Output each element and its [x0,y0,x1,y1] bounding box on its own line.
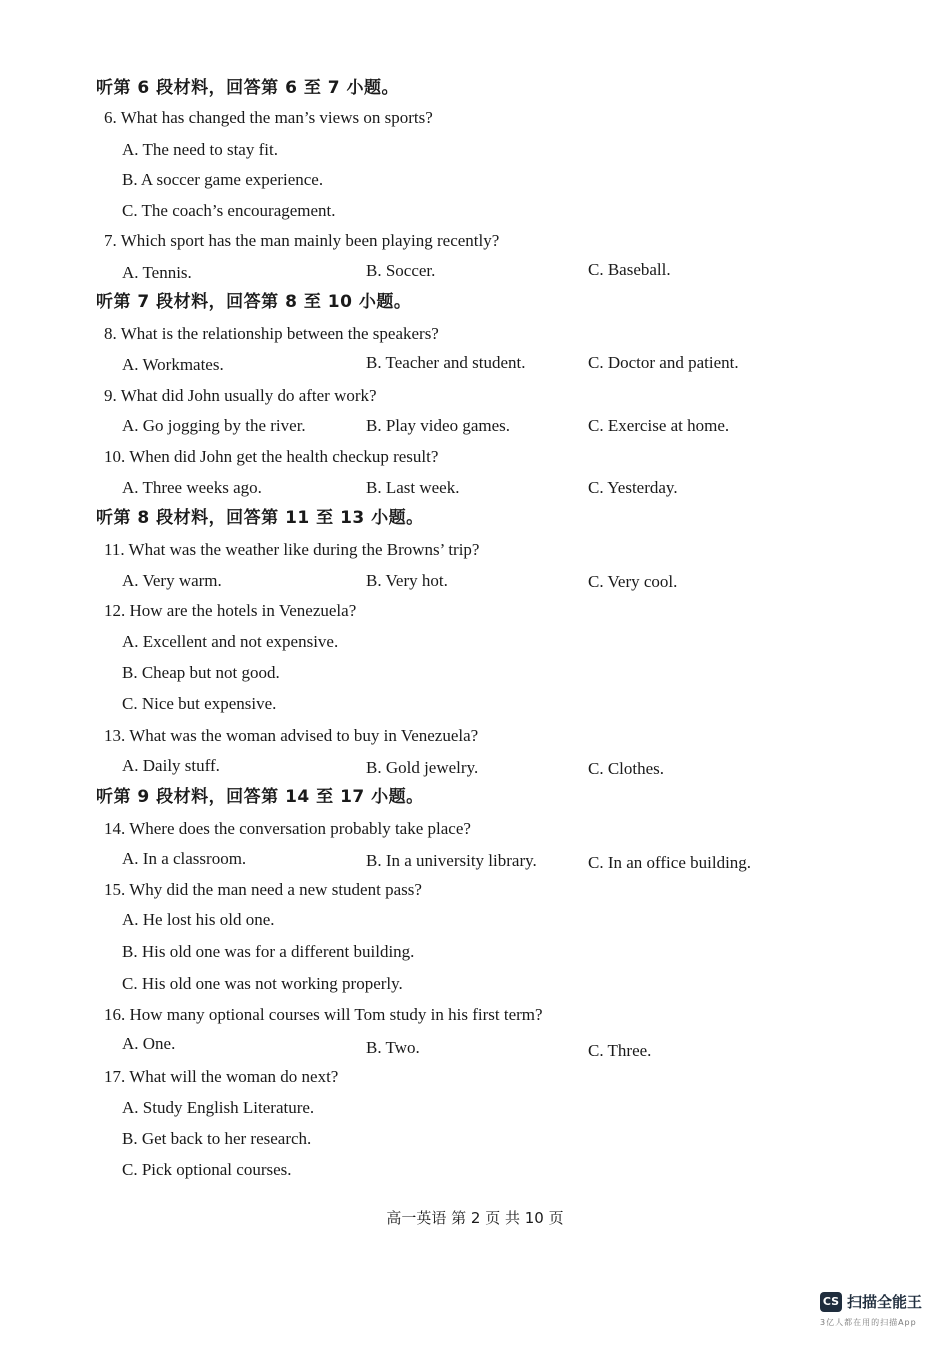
watermark-tagline: 3亿人都在用的扫描App [820,1318,917,1327]
question-10-option-b: B. Last week. [366,478,460,497]
question-14-option-b: B. In a university library. [366,851,537,870]
question-13-stem: 13. What was the woman advised to buy in Venezuela? [104,726,479,745]
question-13-option-c: C. Clothes. [588,759,665,778]
scanner-watermark [820,1292,936,1332]
question-15-option-b: B. His old one was for a different building. [122,942,415,961]
question-17-stem: 17. What will the woman do next? [104,1067,339,1086]
question-15-stem: 15. Why did the man need a new student pass? [104,880,422,899]
question-14-option-a: A. In a classroom. [122,849,247,868]
watermark-app-name: 扫描全能王 [847,1293,923,1311]
section-heading-6: 听第 6 段材料，回答第 6 至 7 小题。 [96,78,399,98]
question-12-stem: 12. How are the hotels in Venezuela? [104,601,357,620]
question-9-stem: 9. What did John usually do after work? [104,386,377,405]
question-15-option-c: C. His old one was not working properly. [122,974,403,993]
page-footer: 高一英语 第 2 页 共 10 页 [386,1209,564,1227]
question-9-option-a: A. Go jogging by the river. [122,416,306,435]
question-14-option-c: C. In an office building. [588,853,752,872]
question-9-option-c: C. Exercise at home. [588,416,730,435]
section-heading-7: 听第 7 段材料，回答第 8 至 10 小题。 [96,292,412,312]
question-7-option-c: C. Baseball. [588,260,671,279]
question-7-option-a: A. Tennis. [122,263,192,282]
question-6-stem: 6. What has changed the man’s views on sports? [104,108,433,127]
question-13-option-b: B. Gold jewelry. [366,758,479,777]
question-13-option-a: A. Daily stuff. [122,756,220,775]
question-14-stem: 14. Where does the conversation probably take place? [104,819,471,838]
section-heading-9: 听第 9 段材料，回答第 14 至 17 小题。 [96,787,424,807]
question-16-stem: 16. How many optional courses will Tom study in his first term? [104,1005,543,1024]
question-17-option-a: A. Study English Literature. [122,1098,315,1117]
question-12-option-c: C. Nice but expensive. [122,694,277,713]
question-8-option-c: C. Doctor and patient. [588,353,739,372]
question-10-option-c: C. Yesterday. [588,478,678,497]
question-16-option-b: B. Two. [366,1038,420,1057]
question-11-option-a: A. Very warm. [122,571,222,590]
question-9-option-b: B. Play video games. [366,416,511,435]
question-7-stem: 7. Which sport has the man mainly been playing recently? [104,231,500,250]
question-11-option-b: B. Very hot. [366,571,448,590]
question-10-option-a: A. Three weeks ago. [122,478,262,497]
question-6-option-c: C. The coach’s encouragement. [122,201,336,220]
question-7-option-b: B. Soccer. [366,261,436,280]
question-16-option-a: A. One. [122,1034,176,1053]
question-16-option-c: C. Three. [588,1041,652,1060]
question-17-option-b: B. Get back to her research. [122,1129,312,1148]
question-15-option-a: A. He lost his old one. [122,910,275,929]
question-8-stem: 8. What is the relationship between the speakers? [104,324,439,343]
section-heading-8: 听第 8 段材料，回答第 11 至 13 小题。 [96,508,424,528]
question-6-option-b: B. A soccer game experience. [122,170,324,189]
question-17-option-c: C. Pick optional courses. [122,1160,292,1179]
question-8-option-a: A. Workmates. [122,355,224,374]
question-11-stem: 11. What was the weather like during the Browns’ trip? [104,540,480,559]
camscanner-logo-icon: CS [820,1292,842,1312]
question-10-stem: 10. When did John get the health checkup result? [104,447,439,466]
question-8-option-b: B. Teacher and student. [366,353,526,372]
question-12-option-a: A. Excellent and not expensive. [122,632,339,651]
question-6-option-a: A. The need to stay fit. [122,140,278,159]
question-12-option-b: B. Cheap but not good. [122,663,280,682]
question-11-option-c: C. Very cool. [588,572,678,591]
